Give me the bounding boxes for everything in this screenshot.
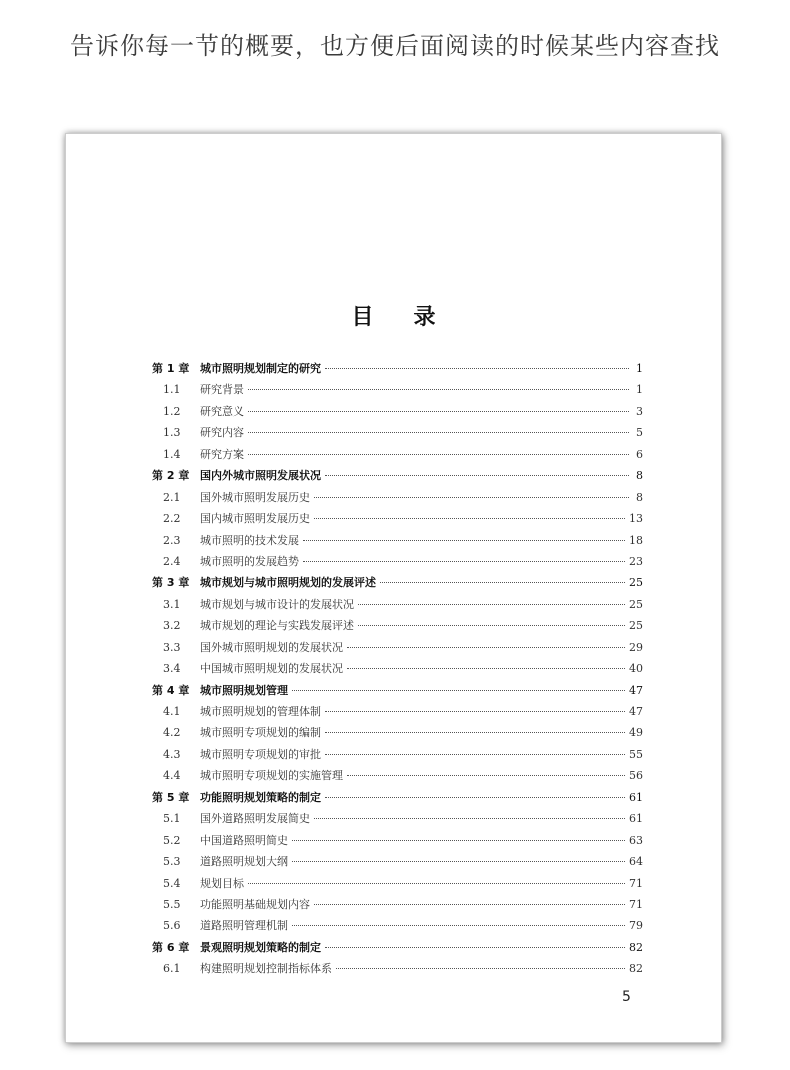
table-of-contents: [152, 360, 643, 982]
entry-page: 8: [636, 469, 643, 483]
dot-leader: [325, 368, 629, 369]
entry-title: 构建照明规划控制指标体系: [200, 962, 332, 976]
dot-leader: [325, 711, 625, 712]
entry-page: 47: [629, 683, 643, 697]
entry-page: 25: [629, 597, 643, 611]
dot-leader: [248, 389, 629, 390]
entry-title: 功能照明基础规划内容: [200, 897, 310, 911]
entry-title: 研究方案: [200, 447, 244, 461]
entry-number: 第 5 章: [152, 790, 190, 804]
entry-page: 3: [636, 404, 643, 418]
toc-section-entry: [152, 875, 643, 896]
toc-section-entry: [152, 617, 643, 638]
dot-leader: [336, 968, 625, 969]
entry-number: 4.3: [163, 747, 181, 761]
toc-section-entry: [152, 746, 643, 767]
toc-section-entry: [152, 767, 643, 788]
toc-chapter-entry: [152, 360, 643, 381]
toc-section-entry: [152, 639, 643, 660]
entry-page: 1: [636, 383, 643, 397]
entry-page: 71: [629, 897, 643, 911]
entry-number: 2.3: [163, 533, 181, 547]
dot-leader: [358, 604, 625, 605]
toc-heading: [66, 300, 721, 331]
toc-section-entry: [152, 381, 643, 402]
toc-section-entry: [152, 917, 643, 938]
page-number: 5: [622, 989, 631, 1005]
entry-page: 25: [629, 576, 643, 590]
entry-page: 49: [629, 726, 643, 740]
entry-number: 第 4 章: [152, 683, 190, 697]
toc-section-entry: [152, 724, 643, 745]
dot-leader: [303, 561, 625, 562]
toc-section-entry: [152, 446, 643, 467]
entry-page: 18: [629, 533, 643, 547]
entry-title: 城市规划与城市设计的发展状况: [200, 597, 354, 611]
entry-title: 道路照明管理机制: [200, 919, 288, 933]
entry-number: 5.2: [163, 833, 181, 847]
entry-page: 25: [629, 619, 643, 633]
entry-number: 5.5: [163, 897, 181, 911]
toc-section-entry: [152, 810, 643, 831]
entry-title: 城市规划与城市照明规划的发展评述: [200, 576, 376, 590]
dot-leader: [347, 775, 625, 776]
dot-leader: [358, 625, 625, 626]
entry-page: 56: [629, 769, 643, 783]
entry-page: 13: [629, 512, 643, 526]
entry-number: 第 3 章: [152, 576, 190, 590]
entry-title: 国外道路照明发展简史: [200, 812, 310, 826]
entry-number: 1.2: [163, 404, 181, 418]
dot-leader: [303, 540, 625, 541]
toc-section-entry: [152, 510, 643, 531]
entry-title: 功能照明规划策略的制定: [200, 790, 321, 804]
dot-leader: [248, 432, 629, 433]
entry-title: 研究内容: [200, 426, 244, 440]
entry-page: 64: [629, 855, 643, 869]
dot-leader: [248, 883, 625, 884]
toc-section-entry: [152, 553, 643, 574]
dot-leader: [292, 861, 625, 862]
entry-title: 城市照明专项规划的实施管理: [200, 769, 343, 783]
entry-number: 6.1: [163, 962, 181, 976]
dot-leader: [292, 690, 625, 691]
entry-title: 城市照明专项规划的审批: [200, 747, 321, 761]
entry-number: 3.2: [163, 619, 181, 633]
dot-leader: [347, 647, 625, 648]
entry-page: 40: [629, 662, 643, 676]
entry-page: 47: [629, 705, 643, 718]
toc-section-entry: [152, 489, 643, 510]
entry-title: 城市规划的理论与实践发展评述: [200, 619, 354, 633]
toc-chapter-entry: [152, 789, 643, 810]
entry-number: 3.4: [163, 662, 181, 676]
toc-chapter-entry: [152, 682, 643, 703]
entry-number: 3.3: [163, 640, 181, 654]
dot-leader: [248, 411, 629, 412]
toc-section-entry: [152, 960, 643, 981]
toc-section-entry: [152, 832, 643, 853]
dot-leader: [325, 797, 625, 798]
entry-title: 中国道路照明简史: [200, 833, 288, 847]
dot-leader: [325, 754, 625, 755]
dot-leader: [314, 818, 625, 819]
entry-title: 研究背景: [200, 383, 244, 397]
entry-number: 1.3: [163, 426, 181, 440]
dot-leader: [347, 668, 625, 669]
toc-section-entry: [152, 853, 643, 874]
entry-number: 1.4: [163, 447, 181, 461]
entry-page: 5: [636, 426, 643, 440]
entry-page: 29: [629, 640, 643, 654]
entry-number: 5.6: [163, 919, 181, 933]
entry-title: 城市照明规划制定的研究: [200, 362, 321, 375]
entry-page: 23: [629, 554, 643, 568]
toc-section-entry: [152, 660, 643, 681]
toc-chapter-entry: [152, 939, 643, 960]
dot-leader: [314, 904, 625, 905]
entry-title: 城市照明规划管理: [200, 683, 288, 697]
entry-page: 8: [636, 490, 643, 504]
book-page: [65, 133, 722, 1043]
entry-number: 第 6 章: [152, 940, 190, 954]
toc-heading-char: 目: [351, 304, 374, 330]
entry-number: 1.1: [163, 383, 181, 397]
dot-leader: [314, 518, 625, 519]
entry-number: 5.4: [163, 876, 181, 890]
entry-title: 城市照明的发展趋势: [200, 554, 299, 568]
entry-number: 2.4: [163, 554, 181, 568]
entry-title: 城市照明的技术发展: [200, 533, 299, 547]
toc-heading-char: 录: [413, 304, 436, 330]
toc-section-entry: [152, 896, 643, 917]
entry-number: 4.2: [163, 726, 181, 740]
entry-page: 71: [629, 876, 643, 890]
entry-title: 国内外城市照明发展状况: [200, 469, 321, 483]
entry-page: 1: [636, 362, 643, 375]
entry-page: 79: [629, 919, 643, 933]
entry-title: 国外城市照明发展历史: [200, 490, 310, 504]
entry-title: 城市照明规划的管理体制: [200, 705, 321, 718]
entry-title: 国外城市照明规划的发展状况: [200, 640, 343, 654]
toc-section-entry: [152, 596, 643, 617]
entry-title: 规划目标: [200, 876, 244, 890]
dot-leader: [325, 947, 625, 948]
entry-title: 城市照明专项规划的编制: [200, 726, 321, 740]
dot-leader: [292, 840, 625, 841]
dot-leader: [248, 454, 629, 455]
entry-page: 6: [636, 447, 643, 461]
entry-page: 55: [629, 747, 643, 761]
toc-chapter-entry: [152, 467, 643, 488]
entry-number: 2.1: [163, 490, 181, 504]
entry-number: 5.1: [163, 812, 181, 826]
dot-leader: [325, 475, 629, 476]
entry-page: 61: [629, 790, 643, 804]
entry-number: 第 2 章: [152, 469, 190, 483]
entry-page: 61: [629, 812, 643, 826]
toc-section-entry: [152, 532, 643, 553]
toc-chapter-entry: [152, 574, 643, 595]
entry-page: 63: [629, 833, 643, 847]
toc-section-entry: [152, 403, 643, 424]
promo-caption: 告诉你每一节的概要，也方便后面阅读的时候某些内容查找: [70, 32, 720, 60]
entry-number: 第 1 章: [152, 362, 190, 375]
entry-title: 研究意义: [200, 404, 244, 418]
entry-number: 2.2: [163, 512, 181, 526]
toc-section-entry: [152, 703, 643, 724]
entry-number: 4.4: [163, 769, 181, 783]
entry-number: 3.1: [163, 597, 181, 611]
toc-section-entry: [152, 424, 643, 445]
entry-title: 国内城市照明发展历史: [200, 512, 310, 526]
entry-page: 82: [629, 962, 643, 976]
dot-leader: [314, 497, 629, 498]
entry-title: 道路照明规划大纲: [200, 855, 288, 869]
entry-page: 82: [629, 940, 643, 954]
entry-number: 5.3: [163, 855, 181, 869]
dot-leader: [325, 732, 625, 733]
entry-title: 中国城市照明规划的发展状况: [200, 662, 343, 676]
dot-leader: [380, 582, 625, 583]
dot-leader: [292, 925, 625, 926]
entry-title: 景观照明规划策略的制定: [200, 940, 321, 954]
entry-number: 4.1: [163, 705, 181, 718]
